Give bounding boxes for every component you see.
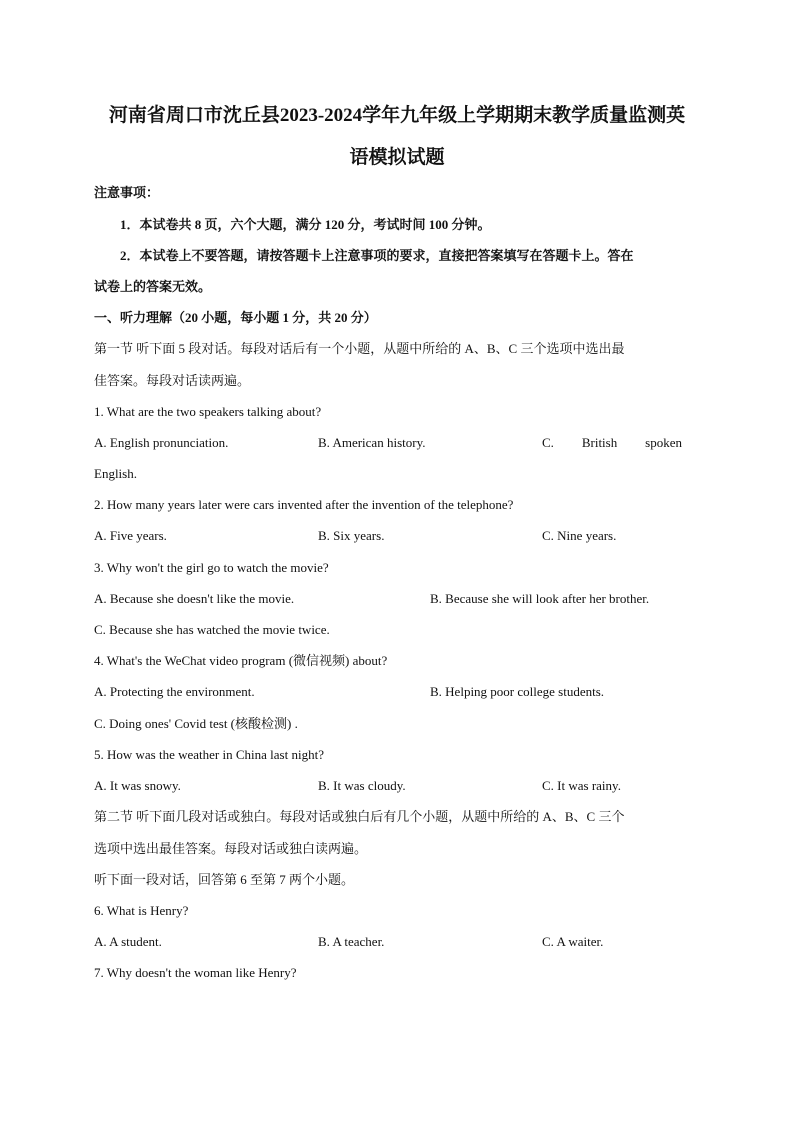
question-1-option-c-part: C.: [542, 435, 554, 450]
exam-title-line1: 河南省周口市沈丘县2023-2024学年九年级上学期期末教学质量监测英: [108, 105, 686, 126]
question-2-stem: 2. How many years later were cars invented after the invention of the telephone?: [94, 497, 514, 512]
part2-instruction-line1: 第二节 听下面几段对话或独白。每段对话或独白后有几个小题，从题中所给的 A、B、C 三个: [94, 809, 625, 824]
question-3-option-b: B. Because she will look after her brother.: [430, 591, 650, 606]
question-5-option-b: B. It was cloudy.: [318, 778, 406, 793]
part2-instruction-line2: 选项中选出最佳答案。每段对话或独白读两遍。: [94, 841, 368, 856]
question-5-option-c: C. It was rainy.: [542, 778, 621, 793]
question-1-option-c-continued: English.: [94, 466, 137, 481]
question-5-stem: 5. How was the weather in China last night?: [94, 747, 324, 762]
question-6-option-a: A. A student.: [94, 934, 162, 949]
question-1-option-c-part: British: [581, 435, 618, 450]
question-6-option-c: C. A waiter.: [542, 934, 604, 949]
question-2-option-b: B. Six years.: [318, 528, 385, 543]
part2-dialogue-instruction: 听下面一段对话，回答第 6 至第 7 两个小题。: [94, 872, 355, 887]
exam-title-line2: 语模拟试题: [349, 147, 445, 168]
notice-item-2-line2: 试卷上的答案无效。: [94, 279, 212, 294]
question-7-stem: 7. Why doesn't the woman like Henry?: [94, 965, 297, 980]
question-4-option-a: A. Protecting the environment.: [94, 684, 255, 699]
question-1-option-c-part: spoken: [645, 435, 682, 450]
question-3-option-a: A. Because she doesn't like the movie.: [94, 591, 295, 606]
question-4-option-b: B. Helping poor college students.: [430, 684, 605, 699]
part1-instruction-line1: 第一节 听下面 5 段对话。每段对话后有一个小题，从题中所给的 A、B、C 三个选项中选出最: [94, 341, 625, 356]
notice-item-2-line1: 2．本试卷上不要答题，请按答题卡上注意事项的要求，直接把答案填写在答题卡上。答在: [120, 248, 634, 263]
question-2-option-a: A. Five years.: [94, 528, 167, 543]
notice-item-1: 1．本试卷共 8 页，六个大题，满分 120 分，考试时间 100 分钟。: [120, 217, 491, 232]
notice-heading: 注意事项：: [94, 185, 160, 200]
question-5-option-a: A. It was snowy.: [94, 778, 181, 793]
question-6-stem: 6. What is Henry?: [94, 903, 189, 918]
question-3-stem: 3. Why won't the girl go to watch the movie?: [94, 560, 329, 575]
question-1-option-b: B. American history.: [318, 435, 426, 450]
part1-instruction-line2: 佳答案。每段对话读两遍。: [94, 373, 251, 388]
question-1-option-c: [542, 435, 682, 451]
question-1-stem: 1. What are the two speakers talking about?: [94, 404, 322, 419]
question-4-option-c: C. Doing ones' Covid test (核酸检测) .: [94, 716, 298, 731]
question-6-option-b: B. A teacher.: [318, 934, 385, 949]
section1-heading: 一、听力理解（20 小题，每小题 1 分，共 20 分）: [94, 310, 377, 325]
question-1-option-a: A. English pronunciation.: [94, 435, 229, 450]
question-2-option-c: C. Nine years.: [542, 528, 617, 543]
question-4-stem: 4. What's the WeChat video program (微信视频) about?: [94, 653, 388, 668]
question-3-option-c: C. Because she has watched the movie twice.: [94, 622, 330, 637]
